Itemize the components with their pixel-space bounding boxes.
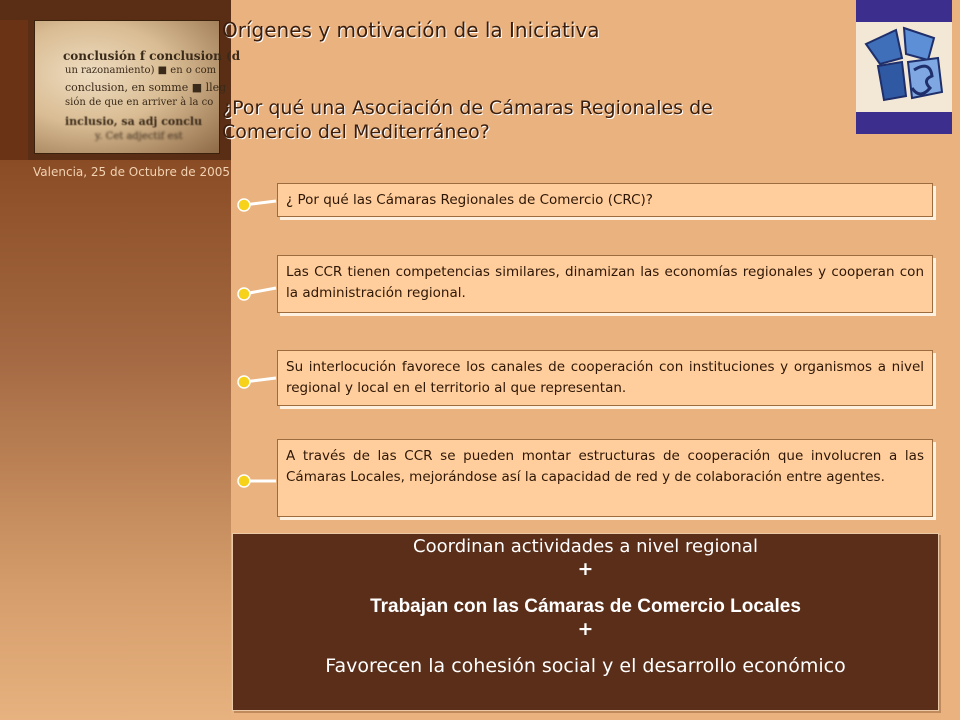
info-box-competencies: Las CCR tienen competencias similares, dinamizan las economías regionales y cooperan con la administración regional.	[277, 255, 933, 313]
thumbnail-line: conclusión f conclusion (d	[63, 49, 241, 63]
summary-panel	[232, 533, 939, 711]
thumbnail-line: un razonamiento) ■ en o com	[65, 65, 217, 76]
bullet-dot-icon	[236, 193, 276, 213]
summary-plus: +	[577, 558, 594, 580]
bullet-dot-icon	[236, 282, 276, 302]
date-label: Valencia, 25 de Octubre de 2005	[33, 165, 230, 179]
dictionary-thumbnail	[34, 20, 241, 154]
info-box-cooperation: A través de las CCR se pueden montar estructuras de cooperación que involucren a las Cámaras Locales, mejorándose así la capacidad de red y de colaboración entre agentes.	[277, 439, 933, 517]
page-title: Orígenes y motivación de la Iniciativa	[222, 18, 600, 42]
sidebar-accent-bar	[0, 20, 28, 160]
bullet-dot-icon	[236, 471, 276, 491]
bullet-dot-icon	[236, 370, 276, 390]
summary-line-coordinate: Coordinan actividades a nivel regional	[413, 536, 758, 557]
thumbnail-line: conclusion, en somme ■ lleg	[65, 81, 227, 94]
page-subtitle: ¿Por qué una Asociación de Cámaras Regionales de Comercio del Mediterráneo?	[222, 97, 713, 143]
summary-line-cohesion: Favorecen la cohesión social y el desarrollo económico	[325, 655, 846, 677]
logo-icon	[856, 0, 952, 134]
summary-plus: +	[577, 618, 594, 640]
summary-line-local-chambers: Trabajan con las Cámaras de Comercio Locales	[370, 596, 801, 617]
thumbnail-line: y. Cet adjectif est	[95, 131, 183, 142]
thumbnail-line: sión de que en arriver à la co	[65, 97, 214, 108]
thumbnail-line: inclusio, sa adj conclu	[65, 115, 203, 128]
info-box-question: ¿ Por qué las Cámaras Regionales de Comercio (CRC)?	[277, 183, 933, 217]
info-box-interlocution: Su interlocución favorece los canales de cooperación con instituciones y organismos a nivel regional y local en el territorio al que representan.	[277, 350, 933, 406]
